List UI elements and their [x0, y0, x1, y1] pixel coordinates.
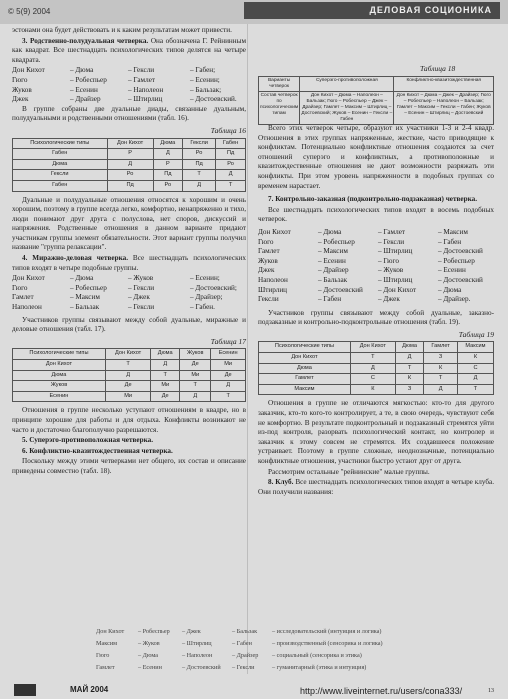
list-cell: – Штирлиц — [378, 275, 413, 284]
list-cell: Гексли — [258, 295, 279, 304]
list-cell: – Гексли — [128, 303, 155, 312]
list-cell: – Есенин — [70, 85, 98, 94]
table-cell: Габен — [13, 180, 108, 191]
section-title: ДЕЛОВАЯ СОЦИОНИКА — [244, 2, 500, 19]
paragraph: Участников группы связывают между собой дуальные, миражные и деловые отношения (табл. 17). — [12, 315, 246, 334]
list-cell: – Дюма — [70, 274, 94, 283]
table-cell: К — [395, 374, 424, 385]
list-cell: Жуков — [258, 256, 278, 265]
table-row — [13, 149, 246, 160]
table-cell: К — [457, 353, 493, 364]
club-cell: Максим — [96, 640, 118, 647]
table-cell: К — [350, 384, 395, 395]
club-cell: – Дюма — [138, 652, 159, 659]
table-header-cell: Жуков — [180, 349, 211, 360]
table-cell: Дон Кихот – Дюма – Джек – Драйзер; Гюго – Робеспьер – Наполеон – Бальзак; Гамлет – Максим – Гексли – Габен; Жуков – Есенин – Штирлиц – Достоевский — [394, 92, 494, 125]
list-cell: Джек — [258, 266, 275, 275]
list-cell: – Максим — [438, 227, 468, 236]
list-cell: Штирлиц — [258, 285, 288, 294]
control-list — [258, 228, 494, 305]
table-header-cell: Дон Кихот — [105, 349, 150, 360]
list-cell: – Достоевский — [438, 275, 483, 284]
list-cell: – Есенин; — [190, 274, 220, 283]
table-cell: Ро — [216, 159, 246, 170]
table-cell: Т — [395, 363, 424, 374]
list-cell: – Робеспьер — [70, 283, 107, 292]
left-column — [12, 26, 246, 478]
list-row — [258, 257, 494, 267]
table-cell: З — [424, 353, 458, 364]
list-row — [12, 95, 246, 105]
list-row — [258, 228, 494, 238]
table-cell: Ро — [107, 170, 153, 181]
list-cell: – Гамлет — [378, 227, 406, 236]
table-cell: Дюма — [13, 159, 108, 170]
club-cell: – Штирлиц — [182, 640, 212, 647]
watermark-url: http://www.liveinternet.ru/users/cona333/ — [300, 686, 463, 696]
list-cell: – Бальзак — [70, 303, 100, 312]
table-header-cell: Гексли — [183, 138, 216, 149]
list-cell: Жуков — [12, 85, 32, 94]
list-cell: – Гексли — [128, 283, 155, 292]
club-cell: – Джек — [182, 628, 201, 635]
table-cell: З — [395, 384, 424, 395]
list-cell: – Робеспьер — [438, 256, 475, 265]
table-19 — [258, 341, 494, 395]
list-cell: – Есенин — [438, 266, 466, 275]
paragraph: Поскольку между этими четверками нет общего, их состав и описание приведены совместно (табл. 18). — [12, 457, 246, 475]
list-cell: – Штирлиц — [378, 247, 413, 256]
paragraph: 4. Миражно-деловая четверка. Все шестнадцать психологических типов входят в четыре подобные группы. — [12, 254, 247, 272]
list-cell: – Достоевский — [318, 285, 363, 294]
table-cell: Гамлет — [259, 374, 351, 385]
table-row — [13, 180, 246, 191]
club-cell: – Драйзер — [232, 652, 259, 659]
table-cell: Дюма — [13, 370, 106, 381]
heading: 6. Конфликтно-квазитождественная четверка. — [22, 446, 173, 455]
list-row — [258, 247, 494, 257]
issue-label: © 5(9) 2004 — [8, 7, 51, 16]
paragraph: 8. Клуб. Все шестнадцать психологических типов входят в четыре клуба. Они получили названия: — [258, 478, 494, 496]
club-cell: – Робеспьер — [138, 628, 170, 635]
club-row — [96, 640, 396, 647]
list-cell: – Есенин — [318, 256, 346, 265]
list-cell: Наполеон — [12, 303, 42, 312]
list-cell: – Жуков — [378, 266, 404, 275]
quadra-list — [12, 66, 246, 104]
table-row — [13, 360, 246, 371]
table-cell: Д — [424, 384, 458, 395]
paragraph: Дуальные и полудуальные отношения относятся к хорошим и очень хорошим, поэтому в группе всегда легко, комфортно, ненапряженно и тихо, люди понимают друг друга с полуслова, нет споров, дискуссий и напряжения. Родственные отношения в данном варианте придают участникам группы элемент обязательности. Этот вариант группы получил название "группа релаксации". — [12, 195, 246, 252]
table-cell: Т — [105, 360, 150, 371]
paragraph: Рассмотрим остальные "рейнинские" малые группы. — [268, 467, 430, 476]
list-cell: Дон Кихот — [12, 66, 45, 75]
list-cell: – Джек — [128, 293, 150, 302]
list-cell: – Жуков — [128, 274, 154, 283]
list-cell: – Драйзер — [70, 95, 101, 104]
list-cell: – Максим — [318, 247, 348, 256]
list-row — [12, 293, 246, 303]
club-cell: Гюго — [96, 652, 110, 659]
list-row — [258, 266, 494, 276]
table-cell: Пд — [216, 149, 246, 160]
table-cell: Максим — [259, 384, 351, 395]
table-header-cell: Варианты четверок — [259, 77, 300, 92]
table-header-cell: Габен — [216, 138, 246, 149]
table-cell: Де — [151, 391, 180, 402]
table-row — [259, 384, 494, 395]
paragraph: Отношения в группе не отличаются мягкостью: кто-то для другого заказчик, кто-то кого-то контролирует, а те, в свою очередь, чувствуют себя не комфортно. В результате подконтрольный и подзаказный стремятся уйти из-под контроля, разорвать психологический контакт, но контролер и заказчик к этому совсем не стремятся. Их создавшееся положение устраивает. Поэтому в группе сложные, неоднозначные, потенциально конфликтные отношения, участники быстро устают друг от друга. — [258, 399, 494, 465]
list-cell: – Есенин; — [190, 75, 220, 84]
table-cell: Пд — [107, 180, 153, 191]
table-header-cell: Дон Кихот — [350, 342, 395, 353]
table-cell: Дон Кихот — [259, 353, 351, 364]
club-list — [96, 628, 396, 676]
club-row — [96, 628, 396, 635]
club-cell: – социальный (сенсорика и этика) — [272, 652, 362, 659]
club-cell: – исследовательский (интуиция и логика) — [272, 628, 382, 635]
table-header-cell: Гамлет — [424, 342, 458, 353]
table-18 — [258, 76, 494, 125]
table-cell: Дюма — [259, 363, 351, 374]
club-row — [96, 664, 396, 671]
table-cell: С — [350, 374, 395, 385]
table-cell: Т — [457, 384, 493, 395]
table-cell: Ми — [180, 370, 211, 381]
table-cell: Д — [350, 363, 395, 374]
table-cell: Гексли — [13, 170, 108, 181]
list-cell: Гюго — [12, 75, 28, 84]
paragraph: эстонами она будет действовать и к каким результатам может привести. — [12, 26, 232, 34]
list-row — [12, 66, 246, 76]
table-cell: Д — [216, 170, 246, 181]
paragraph: Всего этих четверок четыре, образуют их участники 1-3 и 2-4 квадр. Отношения в этих группах напряженные, жесткие, часто приводящие к конфликтам. Потенциально конфликтные отношения создаются за счет отношений суперэго и конфликтных, а противоположные и квазитождественные отношения не дают возможности разряжать эти конфликты. При этом уровень напряженности в подобных группах со временем нарастает. — [258, 124, 494, 190]
list-cell: – Габен; — [190, 66, 216, 75]
table-row — [13, 381, 246, 392]
paragraph: Отношения в группе несколько уступают отношениям в квадре, но в принципе хорошие для работы и для отдыха. Конфликты возникают не часто и достаточно благополучно разрешаются. — [12, 406, 246, 434]
club-cell: – Бальзак — [232, 628, 258, 635]
table-17 — [12, 348, 246, 402]
table-cell: Пд — [153, 170, 182, 181]
list-cell: – Дюма — [438, 285, 462, 294]
club-cell: – Гексли — [232, 664, 255, 671]
table-header-cell: Дон Кихот — [107, 138, 153, 149]
paragraph: Участников группы связывают между собой дуальные, заказно-подзаказные и контрольно-подконтрольные отношения (табл. 19). — [258, 308, 494, 327]
table-cell: Д — [105, 370, 150, 381]
list-cell: – Габен — [318, 295, 342, 304]
table-16 — [12, 138, 246, 192]
table-row — [259, 363, 494, 374]
table-cell: Д — [457, 374, 493, 385]
heading: 5. Суперэго-противоположная четверка. — [22, 436, 154, 445]
list-cell: – Дюма — [70, 66, 94, 75]
list-cell: – Наполеон — [128, 85, 164, 94]
list-cell: Гамлет — [12, 293, 34, 302]
list-cell: – Габен. — [190, 303, 215, 312]
table-header-cell: Суперэго-противоположная — [300, 77, 394, 92]
column-divider — [247, 24, 248, 674]
table-cell: Р — [153, 159, 182, 170]
right-column — [258, 124, 494, 498]
table-caption: Таблица 19 — [458, 329, 494, 339]
list-cell: – Робеспьер — [318, 237, 355, 246]
list-row — [12, 274, 246, 284]
club-cell: – производственный (сенсорика и логика) — [272, 640, 383, 647]
table-cell: Т — [216, 180, 246, 191]
table-cell: Д — [211, 381, 246, 392]
magazine-logo — [14, 684, 36, 696]
list-cell: Гамлет — [258, 247, 280, 256]
table-cell: Т — [183, 170, 216, 181]
table-header-cell: Конфликтно-квазитождественная — [394, 77, 494, 92]
table-cell: Ро — [153, 180, 182, 191]
table-cell: Есенин — [13, 391, 106, 402]
list-row — [258, 295, 494, 305]
list-cell: – Драйзер; — [190, 293, 223, 302]
table-row — [259, 353, 494, 364]
table-cell: С — [457, 363, 493, 374]
paragraph: 3. Родственно-полудуальная четверка. Она обозначена Г. Рейнинным как квадрат. Все шестнадцать психологических типов делятся на четыре квадрата. — [12, 36, 247, 64]
table-header-cell: Психологические типы — [13, 349, 106, 360]
table-cell: К — [424, 363, 458, 374]
table-cell: Т — [350, 353, 395, 364]
list-row — [12, 303, 246, 313]
table-caption: Таблица 18 — [420, 64, 456, 73]
table-header-cell: Психологические типы — [13, 138, 108, 149]
table-cell: Габен — [13, 149, 108, 160]
table-cell: Т — [424, 374, 458, 385]
club-row — [96, 652, 396, 659]
table-cell: Т — [151, 370, 180, 381]
table-row — [259, 374, 494, 385]
table-cell: Де — [211, 370, 246, 381]
list-cell: – Драйзер — [318, 266, 349, 275]
table-cell: Т — [180, 381, 211, 392]
table-header-cell: Максим — [457, 342, 493, 353]
table-row — [13, 159, 246, 170]
table-cell: Ми — [211, 360, 246, 371]
list-cell: – Габен — [438, 237, 462, 246]
list-cell: – Бальзак — [318, 275, 348, 284]
list-cell: – Максим — [70, 293, 100, 302]
list-row — [258, 238, 494, 248]
list-row — [258, 276, 494, 286]
list-row — [12, 284, 246, 294]
mirage-list — [12, 274, 246, 312]
list-cell: – Робеспьер — [70, 75, 107, 84]
list-cell: Джек — [12, 95, 29, 104]
table-row — [13, 370, 246, 381]
table-cell: Де — [180, 360, 211, 371]
table-cell: Д — [180, 391, 211, 402]
table-cell: Д — [107, 159, 153, 170]
table-cell: Де — [105, 381, 150, 392]
club-cell: – Есенин — [138, 664, 162, 671]
list-cell: – Достоевский — [438, 247, 483, 256]
club-cell: – Габен — [232, 640, 252, 647]
list-cell: – Драйзер. — [438, 295, 471, 304]
club-cell: – Наполеон — [182, 652, 213, 659]
table-cell: Д — [183, 180, 216, 191]
list-cell: Дон Кихот — [12, 274, 45, 283]
table-cell: Т — [211, 391, 246, 402]
heading: 7. Контрольно-заказная (подконтрольно-подзаказная) четверка. — [268, 195, 478, 204]
list-cell: – Достоевский. — [190, 95, 237, 104]
list-cell: Гюго — [12, 283, 28, 292]
table-row-label: Состав четверок по психологическим типам — [259, 92, 300, 125]
list-cell: – Штирлиц — [128, 95, 163, 104]
table-cell: Дон Кихот — [13, 360, 106, 371]
club-cell: – гуманитарный (этика и интуиция) — [272, 664, 367, 671]
paragraph: Все шестнадцать психологических типов входят в восемь подобных четверок. — [258, 205, 494, 224]
list-row — [12, 76, 246, 86]
table-caption: Таблица 17 — [210, 336, 246, 346]
table-cell: Дон Кихот – Дюма – Наполеон – Бальзак; Гюго – Робеспьер – Джек – Драйзер; Гамлет – Максим – Штирлиц – Достоевский; Жуков – Есенин – Гексли – Габен — [300, 92, 394, 125]
table-header-cell: Есенин — [211, 349, 246, 360]
table-header-cell: Психологические типы — [259, 342, 351, 353]
list-cell: – Джек — [378, 295, 400, 304]
list-cell: Дон Кихот — [258, 227, 291, 236]
table-cell: Пд — [183, 159, 216, 170]
paragraph: В группе собраны две дуальные диады, связанные дуальным, полудуальными и родственными отношениями (табл. 16). — [12, 104, 246, 123]
club-cell: Дон Кихот — [96, 628, 125, 635]
list-cell: – Гексли — [378, 237, 405, 246]
club-cell: Гамлет — [96, 664, 115, 671]
table-header-cell: Дюма — [395, 342, 424, 353]
list-row — [12, 86, 246, 96]
list-cell: – Гексли — [128, 66, 155, 75]
table-cell: Ми — [105, 391, 150, 402]
table-header-cell: Дюма — [151, 349, 180, 360]
table-cell: Р — [107, 149, 153, 160]
table-cell: Д — [395, 353, 424, 364]
list-cell: – Дюма — [318, 227, 342, 236]
table-cell: Ми — [151, 381, 180, 392]
table-cell: Д — [153, 149, 182, 160]
table-row — [13, 170, 246, 181]
list-cell: Гюго — [258, 237, 274, 246]
list-cell: – Дон Кихот — [378, 285, 417, 294]
list-cell: – Бальзак; — [190, 85, 222, 94]
table-cell: Ро — [183, 149, 216, 160]
list-cell: – Гамлет — [128, 75, 156, 84]
issue-date: МАЙ 2004 — [70, 685, 109, 694]
table-cell: Жуков — [13, 381, 106, 392]
club-cell: – Достоевский — [182, 664, 221, 671]
table-header-cell: Дюма — [153, 138, 182, 149]
table-row — [13, 391, 246, 402]
page-number: 13 — [488, 688, 494, 694]
list-cell: – Достоевский; — [190, 283, 237, 292]
table-caption: Таблица 16 — [210, 125, 246, 135]
table-cell: Д — [151, 360, 180, 371]
club-cell: – Жуков — [138, 640, 160, 647]
list-row — [258, 286, 494, 296]
list-cell: Наполеон — [258, 275, 288, 284]
list-cell: – Гюго — [378, 256, 399, 265]
